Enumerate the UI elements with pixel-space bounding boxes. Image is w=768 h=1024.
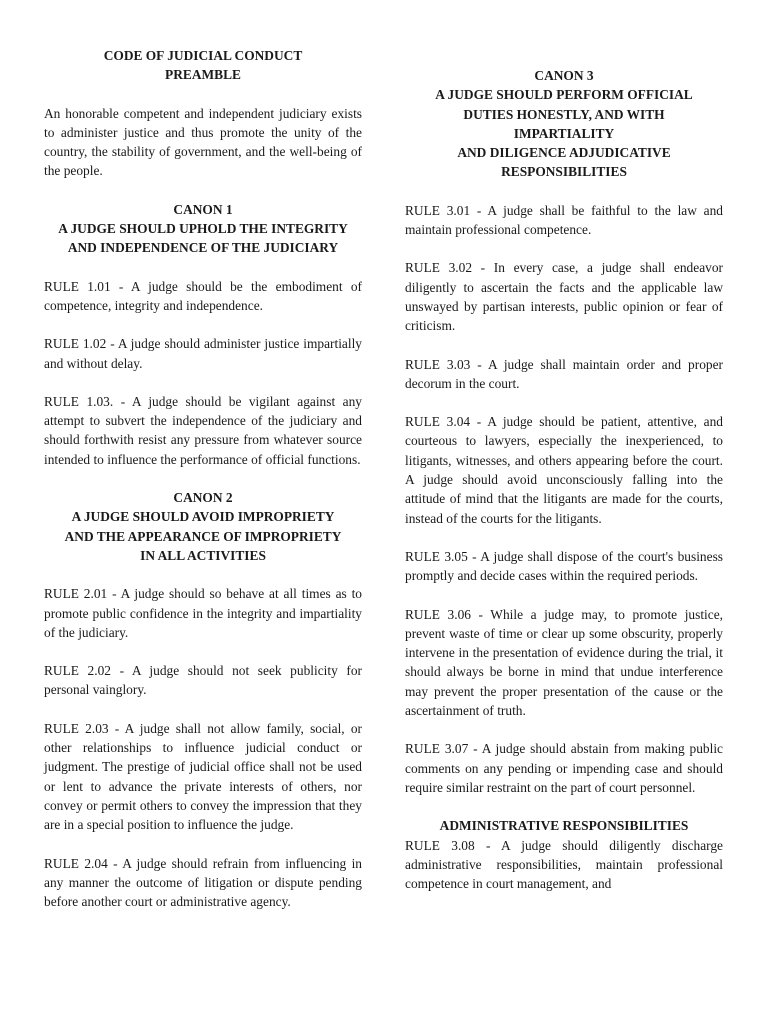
- left-column: [44, 46, 362, 911]
- canon-heading-line: DUTIES HONESTLY, AND WITH: [463, 106, 665, 122]
- canon-heading-line: A JUDGE SHOULD UPHOLD THE INTEGRITY: [58, 221, 348, 237]
- canon-heading-line: IN ALL ACTIVITIES: [140, 547, 266, 563]
- rule-3-05: RULE 3.05 - A judge shall dispose of the court's business promptly and decide cases within the required periods.: [405, 548, 723, 584]
- rule-3-01: RULE 3.01 - A judge shall be faithful to the law and maintain professional competence.: [405, 202, 723, 238]
- canon-heading-line: CANON 3: [534, 68, 594, 83]
- rule-2-01: RULE 2.01 - A judge should so behave at all times as to promote public confidence in the integrity and impartiality of the judiciary.: [44, 586, 362, 640]
- rule-2-02: RULE 2.02 - A judge should not seek publicity for personal vainglory.: [44, 663, 362, 698]
- preamble-text: An honorable competent and independent judiciary exists to administer justice and thus promote the unity of the country, the stability of government, and the well-being of the people.: [44, 105, 362, 179]
- canon-heading-line: AND THE APPEARANCE OF IMPROPRIETY: [64, 528, 342, 544]
- canon-1-heading: [44, 200, 362, 258]
- canon-heading-line: IMPARTIALITY: [513, 125, 615, 141]
- canon-heading-line: AND INDEPENDENCE OF THE JUDICIARY: [67, 240, 339, 256]
- rule-1-02: RULE 1.02 - A judge should administer justice impartially and without delay.: [44, 336, 362, 371]
- canon-heading-line: RESPONSIBILITIES: [501, 164, 627, 180]
- right-column: [405, 66, 723, 893]
- canon-heading-line: CANON 2: [173, 490, 233, 506]
- rule-1-03: RULE 1.03. - A judge should be vigilant against any attempt to subvert the independence of the judiciary and should forthwith resist any pressure from whatever source intended to influence the performance of official functions.: [44, 393, 362, 467]
- title-line: CODE OF JUDICIAL CONDUCT: [103, 48, 303, 63]
- rule-3-06: RULE 3.06 - While a judge may, to promote justice, prevent waste of time or clear up some obscurity, properly intervene in the presentation of evidence during the trial, it should always be borne in mind that undue interference may prevent the proper presentation of the cause or the ascertainment of truth.: [405, 606, 723, 719]
- rule-1-01: RULE 1.01 - A judge should be the embodiment of competence, integrity and independence.: [44, 278, 362, 313]
- canon-2-heading: [44, 488, 362, 565]
- administrative-heading: ADMINISTRATIVE RESPONSIBILITIES: [439, 818, 689, 834]
- rule-3-07: RULE 3.07 - A judge should abstain from making public comments on any pending or impending case and should require similar restraint on the part of court personnel.: [405, 741, 723, 795]
- rule-3-03: RULE 3.03 - A judge shall maintain order and proper decorum in the court.: [405, 356, 723, 391]
- document-title: [44, 46, 362, 85]
- canon-heading-line: A JUDGE SHOULD PERFORM OFFICIAL: [435, 87, 693, 103]
- rule-3-04: RULE 3.04 - A judge should be patient, attentive, and courteous to lawyers, especially the inexperienced, to litigants, witnesses, and others appearing before the court. A judge should avoid unconsciously falling into the attitude of mind that the litigants are made for the courts, instead of the courts for the litigants.: [405, 414, 723, 526]
- rule-3-08: RULE 3.08 - A judge should diligently discharge administrative responsibilities, maintain professional competence in court management, and: [405, 837, 723, 892]
- canon-heading-line: AND DILIGENCE ADJUDICATIVE: [457, 145, 671, 161]
- rule-3-02: RULE 3.02 - In every case, a judge shall endeavor diligently to ascertain the facts and the applicable law unswayed by partisan interests, public opinion or fear of criticism.: [405, 260, 723, 334]
- canon-3-heading: [405, 66, 723, 182]
- title-line: PREAMBLE: [165, 67, 241, 83]
- rule-2-03: RULE 2.03 - A judge shall not allow family, social, or other relationships to influence judicial conduct or judgment. The prestige of judicial office shall not be used or lent to advance the private interests of others, nor convey or permit others to convey the impression that they are in a special position to influence the judge.: [44, 720, 362, 833]
- rule-2-04: RULE 2.04 - A judge should refrain from influencing in any manner the outcome of litigation or dispute pending before another court or administrative agency.: [44, 855, 362, 910]
- canon-heading-line: CANON 1: [173, 201, 233, 217]
- canon-heading-line: A JUDGE SHOULD AVOID IMPROPRIETY: [71, 509, 335, 525]
